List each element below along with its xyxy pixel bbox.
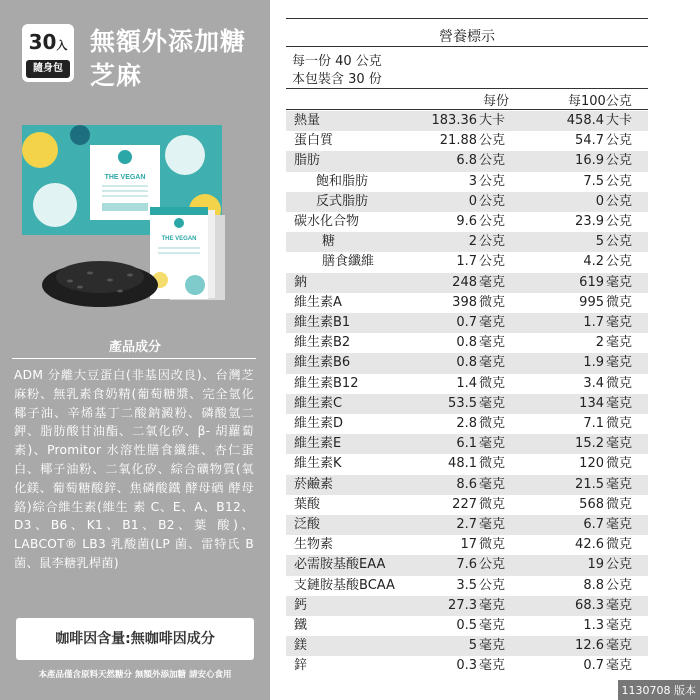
per-100g-unit: 大卡 xyxy=(606,113,633,128)
nutrient-name: 維生素K xyxy=(294,456,342,472)
per-100g-value xyxy=(583,656,640,676)
per-serving-value xyxy=(456,576,513,596)
nutrient-name: 脂肪 xyxy=(294,153,321,169)
per-100g-value xyxy=(583,252,640,272)
nutrient-name: 維生素B2 xyxy=(294,335,351,351)
header-divider xyxy=(286,109,648,110)
per-100g-unit: 毫克 xyxy=(606,476,633,492)
per-100g-value xyxy=(575,434,640,454)
nutrient-name: 維生素B6 xyxy=(294,355,351,371)
per-serving-unit: 微克 xyxy=(479,375,506,391)
per-100g-amount: 5 xyxy=(595,234,604,250)
nutrient-name: 支鏈胺基酸BCAA xyxy=(294,577,395,593)
per-serving-unit: 毫克 xyxy=(479,476,506,492)
per-100g-unit: 毫克 xyxy=(606,436,633,452)
per-100g-unit: 微克 xyxy=(606,537,633,553)
nutrient-name: 葉酸 xyxy=(294,496,321,512)
per-serving-value xyxy=(456,333,513,353)
per-100g-amount: 6.7 xyxy=(583,517,604,532)
badge-subtitle: 隨身包 xyxy=(26,60,70,78)
per-serving-amount: 0.5 xyxy=(456,618,477,633)
per-100g-amount: 3.4 xyxy=(583,375,604,391)
per-serving-amount: 3.5 xyxy=(456,577,477,593)
per-100g-unit: 毫克 xyxy=(606,315,633,330)
per-100g-amount: 619 xyxy=(579,274,604,290)
per-serving-value xyxy=(456,374,513,394)
per-100g-amount: 995 xyxy=(579,294,604,310)
per-100g-value xyxy=(579,273,640,293)
per-serving-value xyxy=(469,636,513,656)
per-serving-unit: 毫克 xyxy=(479,335,506,351)
ingredients-header: 產品成分 xyxy=(108,340,161,355)
per-100g-value xyxy=(575,636,640,656)
per-serving-amount: 0 xyxy=(468,193,477,209)
nutrition-row xyxy=(286,374,648,394)
per-serving-unit: 毫克 xyxy=(479,436,506,452)
title-divider xyxy=(286,46,648,47)
per-serving-unit: 毫克 xyxy=(479,517,506,532)
per-100g-amount: 19 xyxy=(587,557,604,573)
per-serving-value xyxy=(456,515,513,535)
per-100g-amount: 2 xyxy=(595,335,604,351)
per-serving-amount: 183.36 xyxy=(431,113,477,128)
per-serving-unit: 毫克 xyxy=(479,597,506,613)
serving-divider xyxy=(286,88,648,89)
per-100g-unit: 公克 xyxy=(606,173,633,189)
per-serving-amount: 48.1 xyxy=(448,456,477,472)
nutrition-row xyxy=(286,273,648,293)
per-serving-value xyxy=(456,656,513,676)
per-100g-unit: 毫克 xyxy=(606,597,633,613)
nutrient-name: 鐵 xyxy=(294,618,308,633)
per-serving-unit: 毫克 xyxy=(479,395,506,411)
per-serving-amount: 0.7 xyxy=(456,315,477,330)
per-100g-amount: 0 xyxy=(595,193,604,209)
per-100g-value xyxy=(575,596,640,616)
nutrition-row xyxy=(286,111,648,131)
per-100g-value xyxy=(583,172,640,192)
serving-size: 每一份 40 公克 xyxy=(292,54,382,69)
per-100g-value xyxy=(596,333,640,353)
per-100g-amount: 7.5 xyxy=(583,173,604,189)
ingredients-divider xyxy=(12,358,256,359)
per-100g-amount: 21.5 xyxy=(575,476,604,492)
per-serving-unit: 公克 xyxy=(479,133,506,149)
nutrient-name: 鈣 xyxy=(294,597,308,613)
nutrition-row xyxy=(286,656,648,676)
per-100g-unit: 公克 xyxy=(606,254,633,270)
per-serving-value xyxy=(456,313,513,333)
per-100g-unit: 毫克 xyxy=(606,355,633,371)
per-100g-amount: 0.7 xyxy=(583,658,604,674)
nutrient-name: 泛酸 xyxy=(294,517,321,532)
per-serving-unit: 微克 xyxy=(479,294,506,310)
per-100g-amount: 15.2 xyxy=(575,436,604,452)
badge-count-unit: 入 xyxy=(56,39,68,52)
per-100g-amount: 12.6 xyxy=(575,638,604,654)
nutrition-row xyxy=(286,252,648,272)
sugar-note: 本產品僅含原料天然糖分 無額外添加糖 請安心食用 xyxy=(38,670,232,680)
col-per-100g: 每100公克 xyxy=(568,94,632,109)
per-serving-value xyxy=(432,111,514,131)
per-serving-amount: 21.88 xyxy=(439,133,477,149)
per-100g-value xyxy=(567,111,640,131)
per-100g-amount: 42.6 xyxy=(575,537,604,553)
nutrient-name: 菸鹼素 xyxy=(294,476,334,492)
per-serving-unit: 毫克 xyxy=(479,355,506,371)
per-serving-unit: 毫克 xyxy=(479,618,506,633)
per-100g-unit: 毫克 xyxy=(606,274,633,290)
product-title-line2: 芝麻 xyxy=(90,61,143,90)
per-100g-value xyxy=(575,535,640,555)
per-100g-value xyxy=(596,192,640,212)
per-100g-amount: 1.7 xyxy=(583,315,604,330)
per-100g-unit: 毫克 xyxy=(606,395,633,411)
nutrient-name: 維生素A xyxy=(294,294,342,310)
per-100g-value xyxy=(583,353,640,373)
per-100g-value xyxy=(583,616,640,636)
per-serving-amount: 1.4 xyxy=(456,375,477,391)
per-serving-amount: 9.6 xyxy=(456,214,477,229)
per-serving-value xyxy=(452,293,513,313)
per-100g-unit: 公克 xyxy=(606,577,633,593)
nutrient-name: 蛋白質 xyxy=(294,133,334,149)
per-serving-amount: 6.1 xyxy=(456,436,477,452)
per-serving-amount: 53.5 xyxy=(448,395,477,411)
per-serving-value xyxy=(448,454,513,474)
per-100g-value xyxy=(575,475,640,495)
per-100g-value xyxy=(575,151,640,171)
nutrient-name: 維生素C xyxy=(294,395,343,411)
nutrition-row xyxy=(286,434,648,454)
per-100g-unit: 公克 xyxy=(606,234,633,250)
per-100g-unit: 微克 xyxy=(606,375,633,391)
per-serving-value xyxy=(452,273,513,293)
per-serving-value xyxy=(456,353,513,373)
per-100g-amount: 4.2 xyxy=(583,254,604,270)
per-100g-unit: 公克 xyxy=(606,153,633,169)
per-100g-amount: 458.4 xyxy=(566,113,604,128)
per-serving-value xyxy=(456,555,513,575)
per-100g-unit: 毫克 xyxy=(606,517,633,532)
nutrition-row xyxy=(286,394,648,414)
nutrition-row xyxy=(286,313,648,333)
nutrient-name: 糖 xyxy=(322,234,336,250)
servings-per-pack: 本包裝含 30 份 xyxy=(292,72,382,87)
per-serving-amount: 27.3 xyxy=(448,597,477,613)
per-serving-value xyxy=(452,495,513,515)
per-serving-value xyxy=(460,535,513,555)
product-brand-label: THE VEGAN xyxy=(104,174,146,181)
nutrition-row xyxy=(286,596,648,616)
per-100g-amount: 68.3 xyxy=(575,597,604,613)
per-serving-unit: 微克 xyxy=(479,537,506,553)
per-serving-unit: 毫克 xyxy=(479,638,506,654)
per-serving-value xyxy=(469,232,513,252)
per-serving-unit: 公克 xyxy=(479,577,506,593)
per-serving-unit: 公克 xyxy=(479,173,506,189)
per-100g-value xyxy=(583,313,640,333)
per-100g-amount: 7.1 xyxy=(583,416,604,431)
per-serving-unit: 公克 xyxy=(479,557,506,573)
per-serving-value xyxy=(456,252,513,272)
per-serving-value xyxy=(456,434,513,454)
per-100g-value xyxy=(575,131,640,151)
per-100g-unit: 微克 xyxy=(606,294,633,310)
per-serving-unit: 微克 xyxy=(479,416,506,431)
per-100g-amount: 8.8 xyxy=(583,577,604,593)
per-100g-unit: 毫克 xyxy=(606,335,633,351)
nutrient-name: 反式脂肪 xyxy=(316,193,369,209)
pack-count-badge xyxy=(22,24,74,82)
per-serving-amount: 2 xyxy=(468,234,477,250)
per-serving-unit: 微克 xyxy=(479,456,506,472)
nutrient-name: 生物素 xyxy=(294,537,334,553)
per-100g-value xyxy=(579,454,640,474)
per-100g-value xyxy=(583,515,640,535)
nutrition-row xyxy=(286,212,648,232)
per-serving-unit: 微克 xyxy=(479,496,506,512)
per-serving-unit: 公克 xyxy=(479,254,506,270)
per-100g-unit: 公克 xyxy=(606,557,633,573)
nutrient-name: 碳水化合物 xyxy=(294,214,360,229)
per-100g-amount: 120 xyxy=(579,456,604,472)
nutrient-name: 鋅 xyxy=(294,658,308,674)
nutrition-row xyxy=(286,353,648,373)
col-per-serving: 每份 xyxy=(483,94,510,109)
per-100g-amount: 1.3 xyxy=(583,618,604,633)
per-serving-value xyxy=(456,414,513,434)
per-serving-unit: 公克 xyxy=(479,153,506,169)
nutrient-name: 熱量 xyxy=(294,113,321,128)
per-serving-unit: 公克 xyxy=(479,234,506,250)
caffeine-label: 咖啡因含量:無咖啡因成分 xyxy=(16,618,254,660)
per-serving-amount: 8.6 xyxy=(456,476,477,492)
nutrient-name: 鈉 xyxy=(294,274,308,290)
nutrition-row xyxy=(286,293,648,313)
per-serving-amount: 3 xyxy=(468,173,477,189)
per-serving-value xyxy=(456,151,513,171)
product-panel xyxy=(0,0,270,700)
per-serving-amount: 7.6 xyxy=(456,557,477,573)
per-serving-amount: 0.3 xyxy=(456,658,477,674)
per-serving-amount: 398 xyxy=(452,294,477,310)
nutrient-name: 維生素E xyxy=(294,436,342,452)
nutrition-row xyxy=(286,414,648,434)
version-label: 1130708 版本 xyxy=(618,680,700,700)
per-100g-amount: 54.7 xyxy=(575,133,604,149)
nutrition-row xyxy=(286,495,648,515)
nutrient-name: 維生素B12 xyxy=(294,375,359,391)
per-100g-unit: 公克 xyxy=(606,193,633,209)
nutrition-row xyxy=(286,232,648,252)
per-serving-value xyxy=(440,131,513,151)
per-serving-unit: 公克 xyxy=(479,214,506,229)
per-serving-amount: 17 xyxy=(460,537,477,553)
nutrition-row xyxy=(286,636,648,656)
nutrition-row xyxy=(286,535,648,555)
per-100g-value xyxy=(575,212,640,232)
nutrition-title: 營養標示 xyxy=(439,29,495,45)
nutrition-row xyxy=(286,454,648,474)
per-100g-amount: 23.9 xyxy=(575,214,604,229)
nutrition-row xyxy=(286,616,648,636)
per-100g-unit: 毫克 xyxy=(606,638,633,654)
nutrition-row xyxy=(286,151,648,171)
per-serving-amount: 1.7 xyxy=(456,254,477,270)
per-serving-value xyxy=(448,596,513,616)
product-title-line1: 無額外添加糖 xyxy=(90,27,247,56)
per-serving-unit: 毫克 xyxy=(479,274,506,290)
per-serving-amount: 227 xyxy=(452,496,477,512)
nutrition-row xyxy=(286,576,648,596)
per-100g-unit: 微克 xyxy=(606,416,633,431)
per-100g-unit: 微克 xyxy=(606,456,633,472)
table-top-line xyxy=(286,18,648,19)
per-100g-unit: 微克 xyxy=(606,496,633,512)
product-image xyxy=(10,95,260,320)
per-serving-value xyxy=(469,172,513,192)
per-100g-value xyxy=(587,555,640,575)
nutrition-row xyxy=(286,515,648,535)
per-serving-value xyxy=(456,475,513,495)
per-100g-value xyxy=(583,374,640,394)
nutrition-row xyxy=(286,475,648,495)
per-serving-amount: 0.8 xyxy=(456,335,477,351)
per-100g-amount: 568 xyxy=(579,496,604,512)
per-serving-value xyxy=(456,212,513,232)
nutrient-name: 膳食纖維 xyxy=(322,254,375,270)
ingredients-text: ADM 分離大豆蛋白(非基因改良)、台灣芝麻粉、無乳素食奶精(葡萄糖漿、完全氫化椰子油、辛烯基丁二酸鈉澱粉、磷酸氫二鉀、脂肪酸甘油酯、二氧化矽、β- 胡蘿蔔素)、Promitor 水溶性膳食纖維、杏仁蛋白、椰子油粉、二氧化矽、綜合礦物質(氧化鎂、葡萄糖酸鋅、焦磷酸鐵 酵母硒 酵母鉻)綜合維生素(維生 素 C、E、A、B12、D3、B6、K1、B1、B2、葉 酸)、LABCOT® LB3 乳酸菌(LP 菌、雷特氏 B 菌、鼠李糖乳桿菌) xyxy=(14,368,254,570)
per-serving-amount: 2.8 xyxy=(456,416,477,431)
nutrition-row xyxy=(286,131,648,151)
per-serving-unit: 公克 xyxy=(479,193,506,209)
per-serving-amount: 2.7 xyxy=(456,517,477,532)
per-serving-amount: 6.8 xyxy=(456,153,477,169)
per-100g-unit: 公克 xyxy=(606,214,633,229)
per-serving-amount: 5 xyxy=(468,638,477,654)
per-100g-amount: 134 xyxy=(579,395,604,411)
per-100g-value xyxy=(579,495,640,515)
nutrient-name: 鎂 xyxy=(294,638,308,654)
nutrition-row xyxy=(286,192,648,212)
nutrient-name: 維生素D xyxy=(294,416,344,431)
nutrition-row xyxy=(286,172,648,192)
per-serving-unit: 毫克 xyxy=(479,658,506,674)
per-100g-value xyxy=(579,293,640,313)
nutrient-name: 維生素B1 xyxy=(294,315,351,330)
per-serving-unit: 毫克 xyxy=(479,315,506,330)
nutrition-row xyxy=(286,333,648,353)
per-100g-value xyxy=(579,394,640,414)
per-serving-unit: 大卡 xyxy=(479,113,506,128)
per-serving-value xyxy=(456,616,513,636)
nutrient-name: 飽和脂肪 xyxy=(316,173,369,189)
per-serving-value xyxy=(469,192,513,212)
per-serving-value xyxy=(448,394,513,414)
nutrient-name: 必需胺基酸EAA xyxy=(294,557,386,573)
badge-count: 30 xyxy=(28,30,57,54)
per-100g-amount: 1.9 xyxy=(583,355,604,371)
per-100g-unit: 毫克 xyxy=(606,658,633,674)
per-100g-value xyxy=(583,576,640,596)
per-100g-amount: 16.9 xyxy=(575,153,604,169)
per-100g-value xyxy=(583,414,640,434)
per-100g-value xyxy=(596,232,640,252)
per-100g-unit: 毫克 xyxy=(606,618,633,633)
nutrition-row xyxy=(286,555,648,575)
per-100g-unit: 公克 xyxy=(606,133,633,149)
per-serving-amount: 0.8 xyxy=(456,355,477,371)
sachet-brand-label: THE VEGAN xyxy=(161,236,197,242)
per-serving-amount: 248 xyxy=(452,274,477,290)
